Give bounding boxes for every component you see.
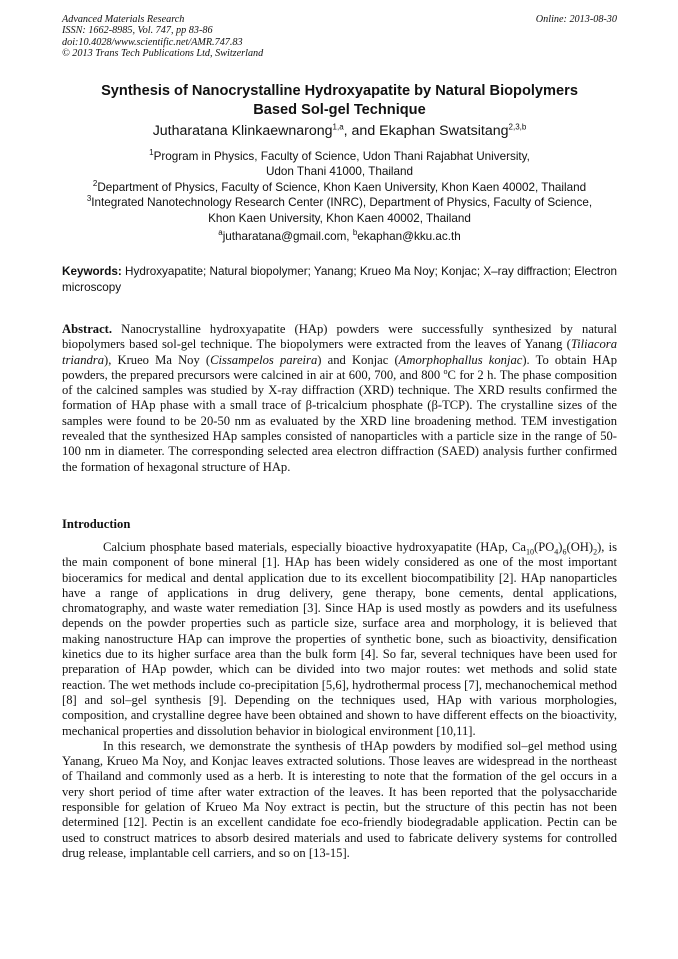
paragraph-text: (PO bbox=[534, 540, 555, 554]
abstract-text: ), Krueo Ma Noy ( bbox=[104, 352, 211, 367]
paper-title bbox=[62, 82, 617, 120]
title-line-2: Based Sol-gel Technique bbox=[253, 102, 426, 118]
subscript: 6 bbox=[562, 547, 567, 557]
doi-line: doi:10.4028/www.scientific.net/AMR.747.83 bbox=[62, 36, 243, 48]
author-1-affil: 1,a bbox=[332, 122, 344, 132]
paragraph: In this research, we demonstrate the synthesis of tHAp powders by modified sol–gel method using Yanang, Krueo Ma Noy, and Konjac leaves extracted solutions. Those leaves are widespread in the northeast of Thailand and commonly used as a herb. It is interesting to note that the formation of the gel occurs in a very short period of time after water extraction of the leaves. It has been reported that the polysaccharide responsible for gelation of Krueo Ma Noy extract is pectin, but the structure of this pectin has not been determined [12]. Pectin is an excellent candidate foe eco-friendly biodegradable application. Pectin can be used to construct matrices to absorb desired materials and used to fabricate delivery systems for controlled drug release, implantable cell carriers, and so on [13-15]. bbox=[62, 738, 617, 860]
paragraph-text: ) bbox=[558, 540, 563, 554]
author-2: Ekaphan Swatsitang bbox=[379, 123, 509, 139]
paragraph bbox=[62, 540, 617, 739]
introduction-body bbox=[62, 540, 617, 861]
species-name: Cissampelos pareira bbox=[210, 352, 318, 367]
paragraph-text: Calcium phosphate based materials, especially bioactive hydroxyapatite (HAp, Ca bbox=[103, 540, 526, 554]
email-b[interactable]: ekaphan@kku.ac.th bbox=[357, 230, 461, 243]
affiliation-1-marker: 1 bbox=[149, 148, 154, 158]
author-1: Jutharatana Klinkaewnarong bbox=[152, 123, 333, 139]
subscript: 4 bbox=[554, 547, 559, 557]
author-2-affil: 2,3,b bbox=[508, 122, 527, 132]
affiliation-1 bbox=[62, 149, 617, 164]
abstract-label: Abstract. bbox=[62, 322, 113, 336]
issn-line: ISSN: 1662-8985, Vol. 747, pp 83-86 bbox=[62, 25, 213, 37]
online-date: Online: 2013-08-30 bbox=[535, 14, 617, 25]
copyright-line: © 2013 Trans Tech Publications Ltd, Switzerland bbox=[62, 48, 264, 60]
affiliation-2 bbox=[62, 180, 617, 195]
abstract-text: Nanocrystalline hydroxyapatite (HAp) powders were successfully synthesized by natural biopolymers based sol-gel technique. The biopolymers were extracted from the leaves of Yanang ( bbox=[62, 322, 617, 352]
affiliations bbox=[62, 149, 617, 226]
journal-name: Advanced Materials Research bbox=[62, 14, 185, 25]
email-a[interactable]: jutharatana@gmail.com, bbox=[222, 230, 353, 243]
paragraph-text: (OH) bbox=[566, 540, 594, 554]
affiliation-3-cont: Khon Kaen University, Khon Kaen 40002, Thailand bbox=[208, 211, 471, 225]
email-a-marker: a bbox=[218, 228, 223, 238]
degree-marker: o bbox=[443, 366, 448, 376]
abstract-text: C for 2 h. The phase composition of the calcined samples was studied by X-ray diffraction (XRD) technique. The XRD results confirmed the formation of HAp phase with a small trace of β-tricalcium phosphate (β-TCP). The crystalline sizes of the samples were found to be 20-50 nm as evaluated by the XRD line broadening method. TEM investigation revealed that the synthesized HAp samples consisted of nanoparticles with a particle size in the range of 50-100 nm in diameter. The corresponding selected area electron diffraction (SAED) analysis further confirmed the formation of hexagonal structure of HAp. bbox=[62, 367, 617, 474]
species-name: Amorphophallus konjac bbox=[398, 352, 523, 367]
title-line-1: Synthesis of Nanocrystalline Hydroxyapatite by Natural Biopolymers bbox=[101, 83, 578, 99]
keywords bbox=[62, 264, 617, 295]
species-name: Tiliacora triandra bbox=[62, 337, 617, 367]
affiliation-1-text: Program in Physics, Faculty of Science, Udon Thani Rajabhat University, bbox=[153, 150, 530, 163]
affiliation-2-marker: 2 bbox=[92, 178, 98, 188]
paragraph-text: ), is the main component of bone mineral [1]. HAp has been widely considered as one of the most important bioceramics for medical and dental application due to its excellent biocompatibility [2]. HAp nanoparticles have a range of applications in drug delivery, gene therapy, bone cements, dental applications, chromatography, and waste water remediation [3]. Since HAp is used mostly as powders and its usefulness depends on the powder properties such as particle size, surface area and morphology, it is believed that making nanostructure HAp can improve the properties of synthetic bone, such as bioactivity, densification kinetics due to its higher surface area than the bulk form [4]. So far, several techniques have been used for preparation of HAp powder, which can be divided into two major routes: wet methods and solid state reaction. The wet methods include co-precipitation [5,6], hydrothermal process [7], mechanochemical method [8] and sol–gel synthesis [9]. Depending on the techniques used, HAp with various morphologies, composition, and crystalline degree have been obtained and shown to have different effects on the bioactivity, mechanical properties and dissolution behavior in biological environment [10,11]. bbox=[62, 540, 617, 738]
journal-header bbox=[62, 14, 617, 60]
author-list bbox=[62, 122, 617, 140]
email-b-marker: b bbox=[352, 228, 358, 238]
affiliation-3-marker: 3 bbox=[86, 194, 92, 204]
author-emails bbox=[62, 229, 617, 244]
abstract-text: ). To obtain HAp powders, the prepared precursors were calcined in air at 600, 700, and 800 bbox=[62, 352, 618, 382]
affiliation-1-cont: Udon Thani 41000, Thailand bbox=[265, 165, 414, 179]
keywords-text: Hydroxyapatite; Natural biopolymer; Yanang; Krueo Ma Noy; Konjac; X–ray diffraction; Electron microscopy bbox=[62, 265, 617, 294]
abstract bbox=[62, 322, 617, 475]
affiliation-3-text: Integrated Nanotechnology Research Center (INRC), Department of Physics, Faculty of Science, bbox=[91, 196, 593, 210]
abstract-text: ) and Konjac ( bbox=[317, 352, 399, 367]
subscript: 10 bbox=[526, 547, 534, 557]
affiliation-3 bbox=[62, 195, 617, 210]
affiliation-2-text: Department of Physics, Faculty of Science, Khon Kaen University, Khon Kaen 40002, Thailand bbox=[97, 180, 587, 194]
keywords-label: Keywords: bbox=[62, 265, 122, 278]
author-separator: , and bbox=[343, 123, 380, 139]
subscript: 2 bbox=[593, 547, 598, 557]
section-heading-introduction: Introduction bbox=[62, 517, 131, 531]
